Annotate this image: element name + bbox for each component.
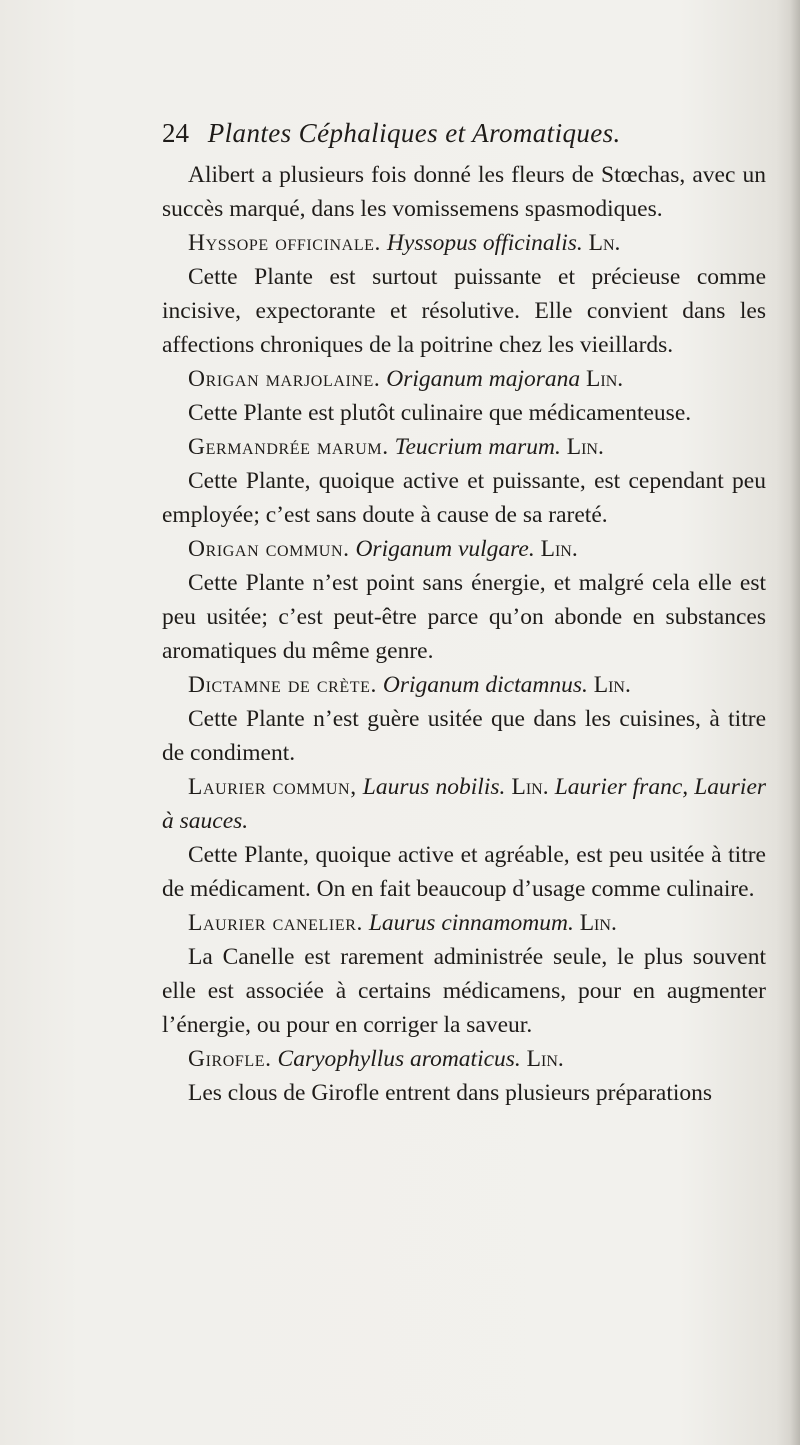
authority: Lin. [586, 366, 624, 392]
page-edge-shadow [790, 0, 800, 1445]
latin-name: Laurus nobilis. [362, 774, 506, 800]
authority: Lin. [566, 434, 604, 460]
synonyms: Laurier franc, Laurier à sauces. [162, 774, 767, 834]
paragraph: Cette Plante, quoique active et agréable, est peu usitée à titre de médicament. On en fait beaucoup d’usage comme culinaire. [162, 842, 766, 902]
plant-entry-heading [162, 430, 766, 464]
paragraph: Cette Plante n’est point sans énergie, et malgré cela elle est peu usitée; c’est peut-être parce qu’on abonde en substances aromatiques du même genre. [162, 570, 766, 664]
common-name: Germandrée marum. [188, 434, 389, 460]
common-name: Origan marjolaine. [188, 366, 381, 392]
plant-entry-heading [162, 532, 766, 566]
paragraph: Les clous de Girofle entrent dans plusieurs préparations [188, 1080, 713, 1106]
paragraph: La Canelle est rarement administrée seule, le plus souvent elle est associée à certains médicamens, pour en augmenter l’énergie, ou pour en corriger la saveur. [162, 944, 766, 1038]
authority: Ln. [588, 230, 621, 256]
latin-name: Hyssopus officinalis. [386, 230, 583, 256]
paragraph: Cette Plante, quoique active et puissante, est cependant peu employée; c’est sans doute à cause de sa rareté. [162, 468, 766, 528]
common-name: Girofle. [188, 1046, 272, 1072]
plant-entry-heading [162, 770, 766, 838]
common-name: Hyssope officinale. [188, 230, 382, 256]
running-header [162, 118, 762, 158]
page-number: 24 [162, 118, 189, 148]
authority: Lin. [511, 774, 549, 800]
paragraph: Cette Plante est plutôt culinaire que médicamenteuse. [188, 400, 692, 426]
running-title: Plantes Céphaliques et Aromatiques. [207, 118, 621, 148]
latin-name: Caryophyllus aromaticus. [277, 1046, 521, 1072]
latin-name: Origanum vulgare. [355, 536, 535, 562]
authority: Lin. [540, 536, 578, 562]
latin-name: Teucrium marum. [394, 434, 561, 460]
common-name: Laurier commun, [188, 774, 357, 800]
paragraph: Cette Plante n’est guère usitée que dans les cuisines, à titre de condiment. [162, 706, 766, 766]
authority: Lin. [526, 1046, 564, 1072]
authority: Lin. [593, 672, 631, 698]
paragraph: Alibert a plusieurs fois donné les fleurs de Stœchas, avec un succès marqué, dans les vomissemens spasmodiques. [162, 162, 766, 222]
common-name: Dictamne de crète. [188, 672, 377, 698]
plant-entry-heading [162, 226, 766, 260]
common-name: Origan commun. [188, 536, 350, 562]
page-body [162, 158, 766, 1110]
authority: Lin. [579, 910, 617, 936]
latin-name: Laurus cinnamomum. [368, 910, 574, 936]
plant-entry-heading [162, 668, 766, 702]
latin-name: Origanum dictamnus. [382, 672, 588, 698]
latin-name: Origanum majorana [386, 366, 581, 392]
paragraph: Cette Plante est surtout puissante et précieuse comme incisive, expectorante et résolutive. Elle convient dans les affections chroniques de la poitrine chez les vieillards. [162, 264, 766, 358]
plant-entry-heading [162, 362, 766, 396]
common-name: Laurier canelier. [188, 910, 363, 936]
plant-entry-heading [162, 906, 766, 940]
plant-entry-heading [162, 1042, 766, 1076]
